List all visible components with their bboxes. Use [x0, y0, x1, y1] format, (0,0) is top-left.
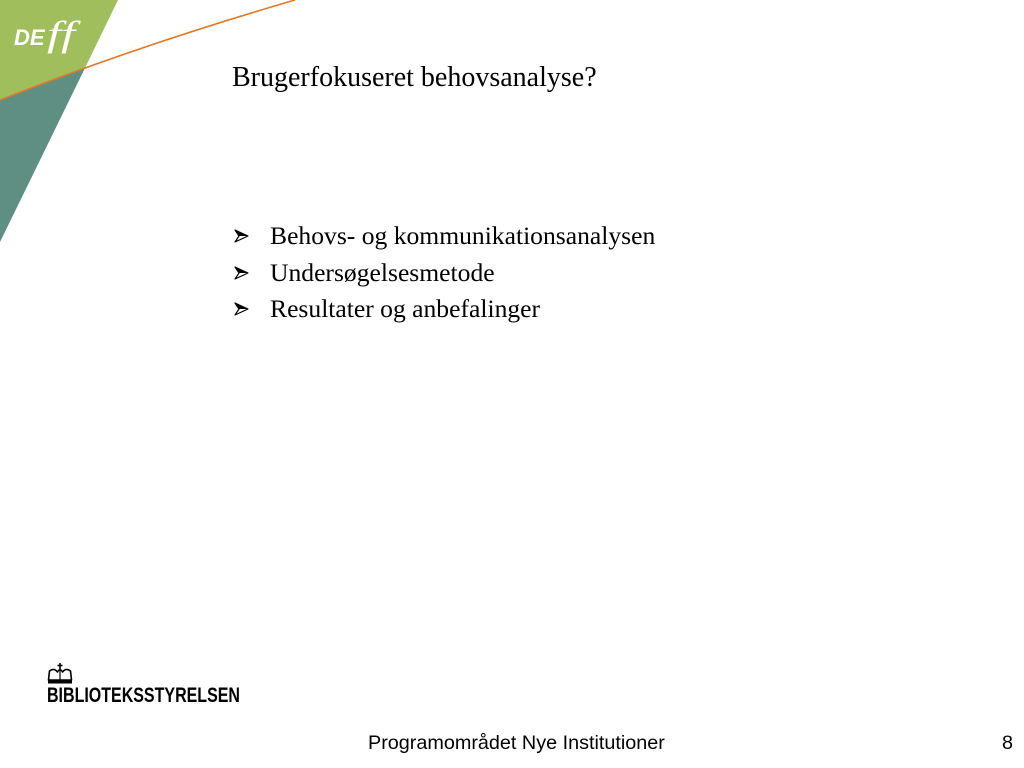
- deff-logo-suffix: ff: [47, 14, 82, 54]
- slide-title: Brugerfokuseret behovsanalyse?: [232, 62, 597, 93]
- org-logo-text: BIBLIOTEKSSTYRELSEN: [47, 684, 240, 707]
- deff-logo-prefix: DE: [14, 25, 45, 50]
- bullet-text: Resultater og anbefalinger: [270, 294, 541, 324]
- footer-program-text: Programområdet Nye Institutioner: [368, 732, 665, 754]
- arrow-bullet-icon: [234, 265, 270, 281]
- bullet-list: [234, 218, 655, 328]
- page-number: 8: [1002, 732, 1014, 754]
- bullet-item: [234, 291, 655, 328]
- bibliotekstyrelsen-logo: [0, 655, 260, 710]
- bullet-text: Undersøgelsesmetode: [270, 257, 495, 287]
- crown-icon: [48, 663, 72, 684]
- bullet-text: Behovs- og kommunikationsanalysen: [270, 221, 656, 251]
- arrow-bullet-icon: [234, 301, 270, 317]
- arrow-bullet-icon: [234, 228, 270, 244]
- bullet-item: [234, 255, 655, 292]
- bullet-item: [234, 218, 655, 255]
- corner-decoration: [0, 0, 300, 250]
